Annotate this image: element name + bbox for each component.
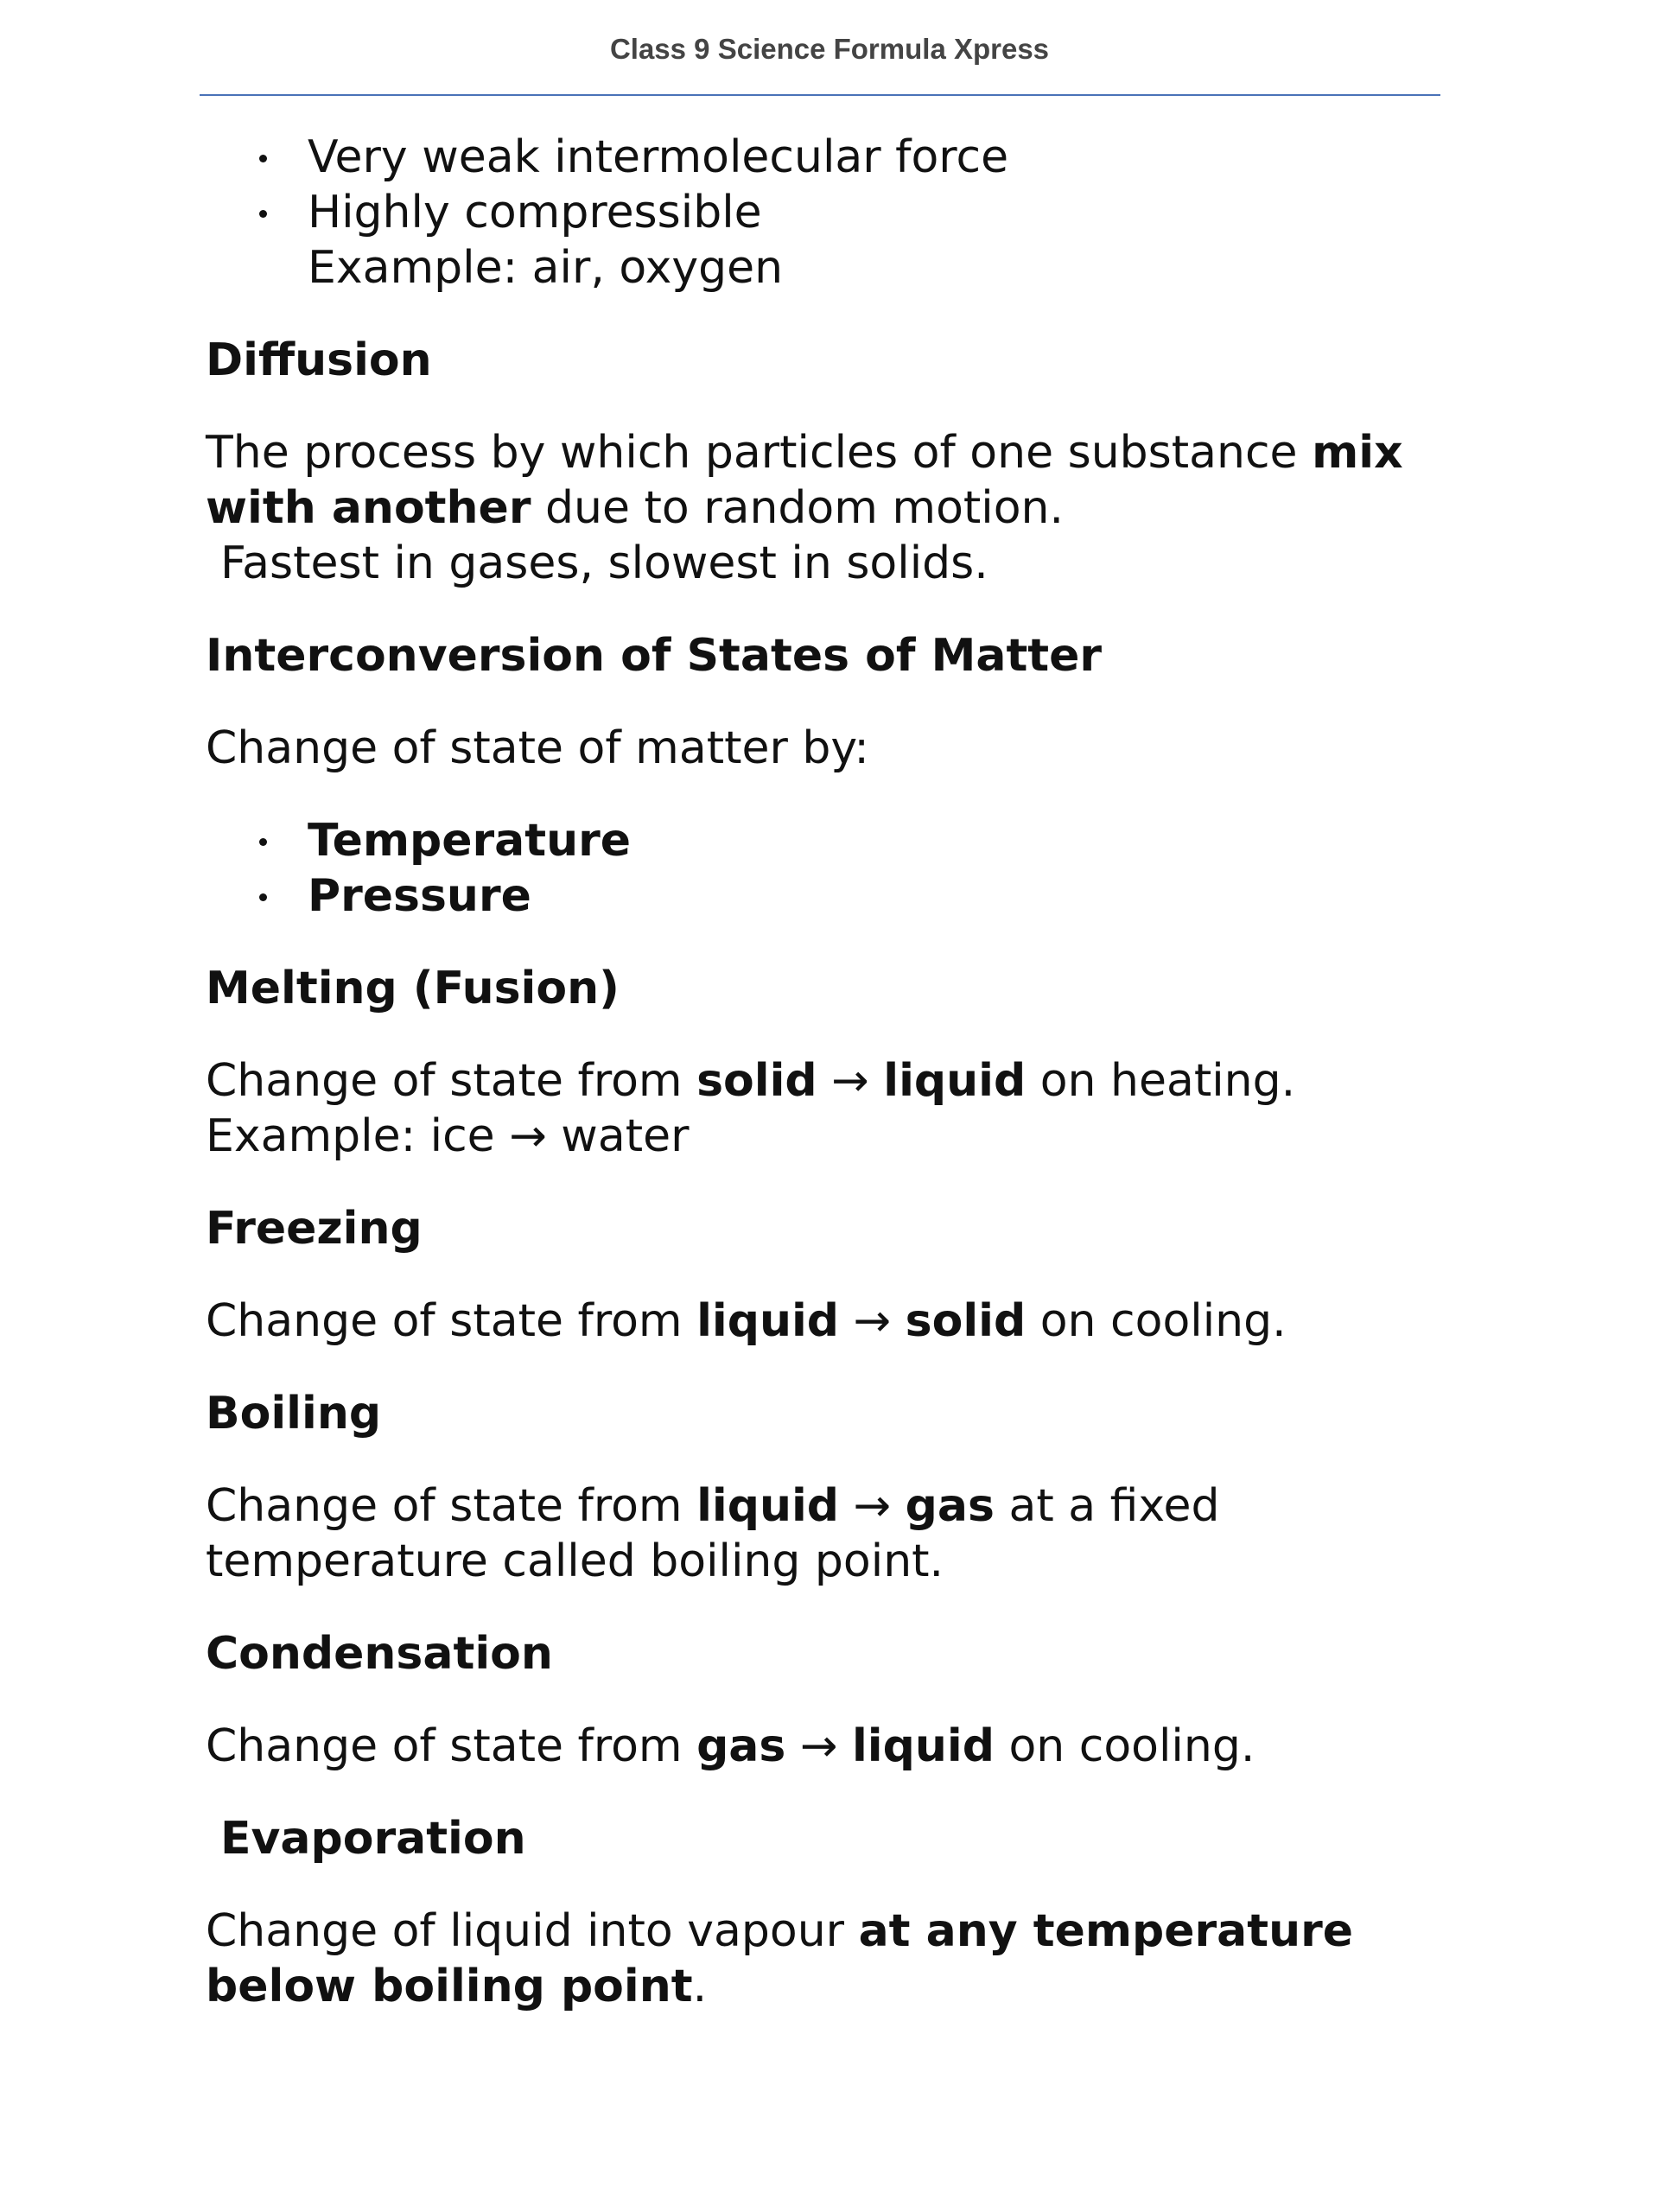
melting-heading: Melting (Fusion) [206, 963, 620, 1014]
boiling-heading: Boiling [206, 1388, 382, 1440]
header-divider [200, 94, 1440, 96]
list-item: Temperature [206, 813, 1441, 868]
page-header: Class 9 Science Formula Xpress [609, 33, 1050, 65]
emphasis-text: mix with another [206, 427, 1403, 534]
list-item: Pressure [206, 868, 1441, 924]
gas-properties-list [206, 130, 1441, 240]
gas-example: Example: air, oxygen [308, 242, 784, 294]
list-item: Very weak intermolecular force [206, 130, 1441, 185]
diffusion-note: Fastest in gases, slowest in solids. [220, 537, 988, 589]
melting-example: Example: ice → water [206, 1110, 690, 1162]
evaporation-heading: Evaporation [220, 1813, 526, 1865]
document-body [206, 130, 1441, 2014]
condensation-heading: Condensation [206, 1628, 553, 1680]
diffusion-definition: The process by which particles of one substance mix with another due to random motion. Fastest in gases, slowest in solids. [206, 425, 1441, 591]
freezing-definition: Change of state from liquid → solid on cooling. [206, 1295, 1287, 1347]
interconversion-heading: Interconversion of States of Matter [206, 630, 1103, 682]
boiling-definition: Change of state from liquid → gas at a fixed temperature called boiling point. [206, 1480, 1220, 1587]
interconversion-factors-list [206, 813, 1441, 924]
list-item: Highly compressible [206, 185, 1441, 240]
condensation-definition: Change of state from gas → liquid on cooling. [206, 1720, 1255, 1772]
melting-definition: Change of state from solid → liquid on heating. Example: ice → water [206, 1053, 1441, 1164]
interconversion-intro: Change of state of matter by: [206, 722, 869, 774]
diffusion-heading: Diffusion [206, 334, 432, 386]
freezing-heading: Freezing [206, 1203, 423, 1255]
evaporation-definition: Change of liquid into vapour at any temperature below boiling point. [206, 1905, 1354, 2012]
